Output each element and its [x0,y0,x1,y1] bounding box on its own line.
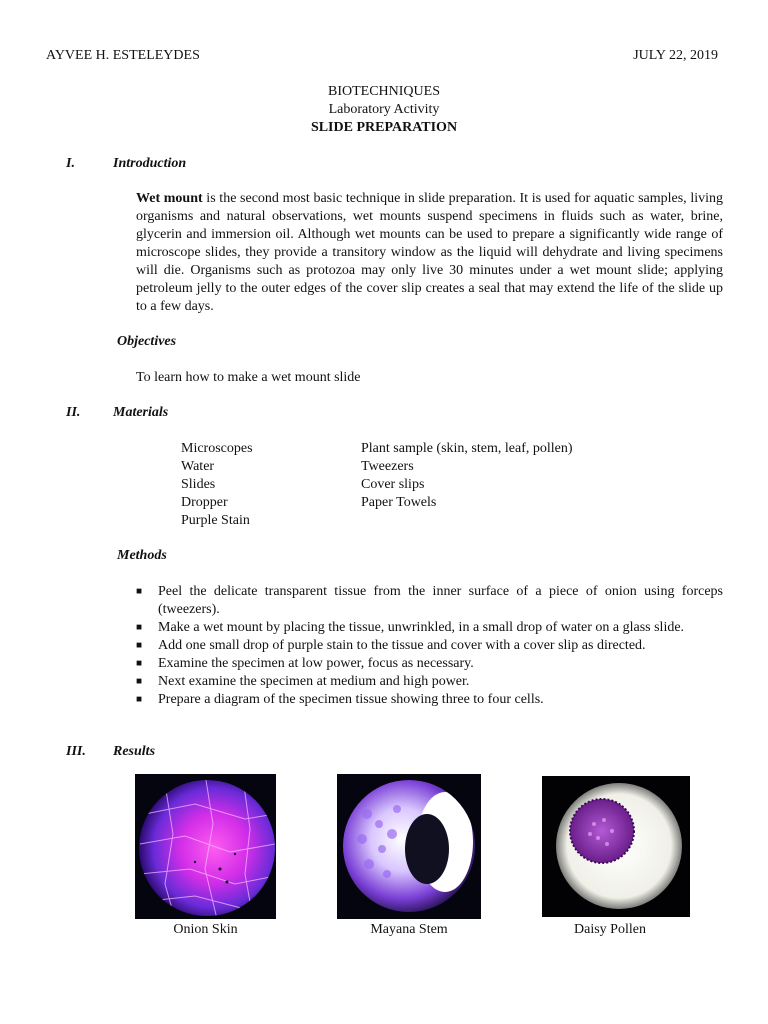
materials-column-2 [361,440,573,512]
material-item: Water [181,459,215,474]
caption-mayana-stem: Mayana Stem [370,922,448,937]
method-step: ■ Make a wet mount by placing the tissue, unwrinkled, in a small drop of water on a glass slide. [136,620,685,635]
intro-paragraph [136,190,723,316]
bullet-icon: ■ [136,640,143,651]
intro-body: is the second most basic technique in slide preparation. It is used for aquatic samples, living organisms and natural observations, wet mounts suspend specimens in fluids such as water, brine, glycerin and immersion oil. Although wet mounts can be used to prepare a significantly wide range of microscope slides, they provide a transitory window as the liquid will dehydrate and living specimens will die. Organisms such as protozoa may only live 30 minutes under a wet mount slide; applying petroleum jelly to the outer edges of the cover slip creates a seal that may extend the life of the slide up to a few days. [136,191,723,314]
onion-skin-micrograph [135,774,276,919]
bullet-icon: ■ [136,622,143,633]
intro-lead-term: Wet mount [136,191,203,206]
bullet-icon: ■ [136,586,143,597]
method-step: ■ Next examine the specimen at medium and high power. [136,674,470,689]
daisy-pollen-micrograph [542,776,690,917]
course-title: BIOTECHNIQUES [328,84,440,99]
material-item: Dropper [181,495,228,510]
report-date: JULY 22, 2019 [633,48,718,63]
material-item: Slides [181,477,216,492]
material-item: Plant sample (skin, stem, leaf, pollen) [361,441,573,456]
method-step: ■ Peel the delicate transparent tissue from the inner surface of a piece of onion using forceps (tweezers). [136,584,723,617]
methods-heading: Methods [117,548,167,563]
caption-daisy-pollen: Daisy Pollen [574,922,646,937]
methods-list-wrapper [136,583,723,709]
method-step: ■ Prepare a diagram of the specimen tissue showing three to four cells. [136,692,544,707]
material-item: Purple Stain [181,513,250,528]
mayana-stem-micrograph [337,774,481,919]
section-heading-results: Results [113,744,156,759]
material-item: Microscopes [181,441,253,456]
section-number-results: III. [66,744,86,759]
method-step: ■ Add one small drop of purple stain to the tissue and cover with a cover slip as directed. [136,638,646,653]
section-number-materials: II. [66,405,81,420]
section-heading-materials: Materials [113,405,169,420]
bullet-icon: ■ [136,676,143,687]
caption-onion-skin: Onion Skin [173,922,238,937]
section-heading-intro: Introduction [113,156,187,171]
document-title: SLIDE PREPARATION [310,120,458,135]
section-number-intro: I. [66,156,75,171]
method-step: ■ Examine the specimen at low power, focus as necessary. [136,656,474,671]
materials-column-1 [181,440,253,530]
methods-list [136,583,723,709]
author-name: AYVEE H. ESTELEYDES [46,48,200,63]
material-item: Tweezers [361,459,414,474]
material-item: Paper Towels [361,495,437,510]
objectives-heading: Objectives [117,334,177,349]
bullet-icon: ■ [136,694,143,705]
material-item: Cover slips [361,477,425,492]
activity-type: Laboratory Activity [328,102,440,117]
bullet-icon: ■ [136,658,143,669]
objectives-text: To learn how to make a wet mount slide [136,370,361,385]
